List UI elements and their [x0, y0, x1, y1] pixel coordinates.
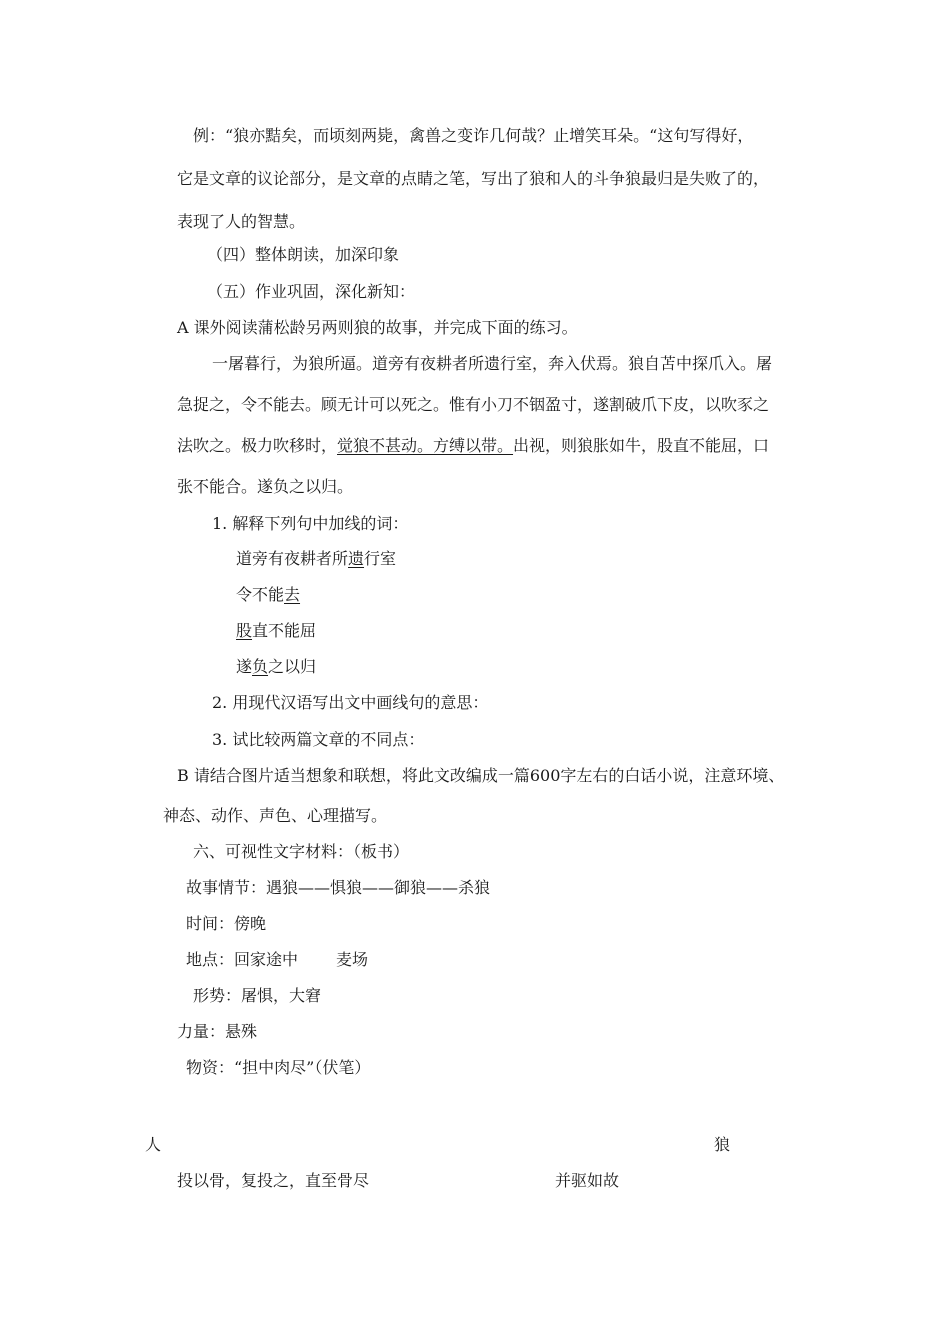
section-4-heading: （四）整体朗读，加深印象: [207, 245, 400, 264]
q1-item-a-rest: 行室: [364, 549, 397, 568]
task-a: A 课外阅读蒲松龄另两则狼的故事，并完成下面的练习。: [177, 318, 578, 337]
board-wolf-label: 狼: [714, 1135, 731, 1154]
q1-item-d-rest: 之以归: [268, 657, 317, 676]
board-wolf-action: 并驱如故: [555, 1171, 620, 1190]
question-2: 2. 用现代汉语写出文中画线句的意思：: [212, 693, 489, 712]
board-time: 时间：傍晚: [186, 914, 267, 933]
board-supplies: 物资：“担中肉尽”（伏笔）: [186, 1058, 371, 1077]
underlined-sentence: 觉狼不甚动。方缚以带。: [337, 436, 514, 455]
board-place: 地点：回家途中: [186, 950, 299, 969]
task-b-line-1: B 请结合图片适当想象和联想，将此文改编成一篇600字左右的白话小说，注意环境、: [177, 766, 785, 785]
example-line-1: 例：“狼亦黠矣，而顷刻两毙，禽兽之变诈几何哉？止增笑耳朵。“这句写得好，: [193, 126, 754, 145]
passage-line-3-start: 法吹之。极力吹移时，: [177, 436, 338, 455]
passage-line-3-end: 出视，则狼胀如牛，股直不能屈，口: [513, 436, 770, 455]
q1-item-a-word: 遗: [348, 549, 365, 568]
q1-item-d-text: 遂: [236, 657, 253, 676]
q1-item-b: [236, 585, 300, 605]
board-situation: 形势：屠惧，大窘: [193, 986, 322, 1005]
q1-item-b-word: 去: [284, 585, 301, 604]
question-3: 3. 试比较两篇文章的不同点：: [212, 730, 425, 749]
q1-item-b-text: 令不能: [236, 585, 285, 604]
example-line-2: 它是文章的议论部分，是文章的点睛之笔，写出了狼和人的斗争狼最归是失败了的，: [177, 169, 770, 188]
section-5-heading: （五）作业巩固，深化新知：: [207, 282, 416, 301]
board-place-2: 麦场: [336, 950, 369, 969]
section-6-heading: 六、可视性文字材料：（板书）: [193, 842, 410, 861]
example-line-3: 表现了人的智慧。: [177, 212, 306, 231]
board-plot: 故事情节：遇狼——惧狼——御狼——杀狼: [186, 878, 491, 897]
q1-item-c-word: 股: [236, 621, 253, 640]
board-person-action: 投以骨，复投之，直至骨尽: [177, 1171, 370, 1190]
q1-item-a-text: 道旁有夜耕者所: [236, 549, 349, 568]
passage-line-1: 一屠暮行，为狼所逼。道旁有夜耕者所遗行室，奔入伏焉。狼自苫中探爪入。屠: [212, 354, 773, 373]
task-b-line-2: 神态、动作、声色、心理描写。: [163, 806, 388, 825]
board-strength: 力量：悬殊: [177, 1022, 258, 1041]
q1-item-c: [236, 621, 316, 641]
q1-item-d-word: 负: [252, 657, 269, 676]
passage-line-2: 急捉之，令不能去。顾无计可以死之。惟有小刀不铟盈寸，遂割破爪下皮，以吹豕之: [177, 395, 770, 414]
board-person-label: 人: [145, 1135, 162, 1154]
question-1: 1. 解释下列句中加线的词：: [212, 514, 409, 533]
q1-item-c-rest: 直不能屈: [252, 621, 317, 640]
passage-line-3: [177, 436, 769, 456]
passage-line-4: 张不能合。遂负之以归。: [177, 477, 354, 496]
q1-item-a: [236, 549, 396, 569]
q1-item-d: [236, 657, 316, 677]
